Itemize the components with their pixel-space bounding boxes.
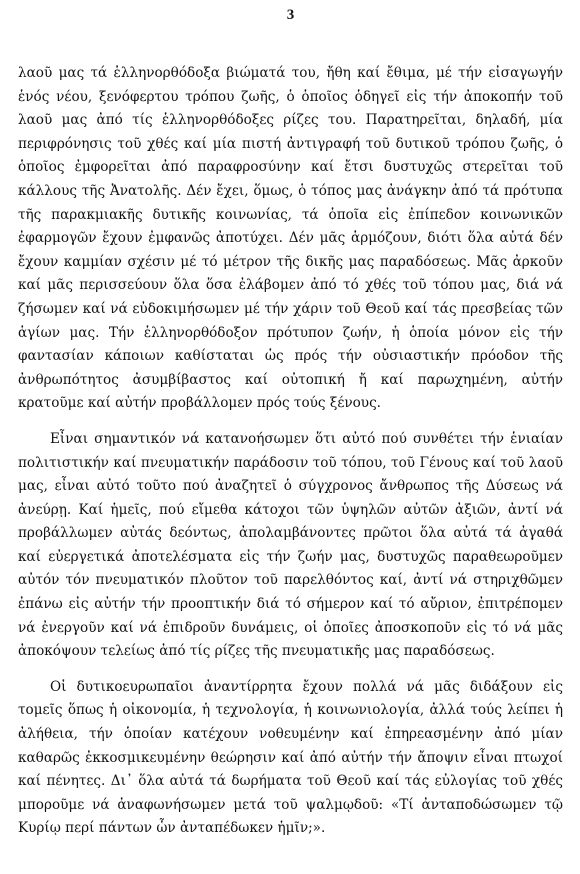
paragraph-gap: [18, 416, 563, 428]
paragraph-gap: [18, 664, 563, 676]
paragraph-3: Οἱ δυτικοευρωπαῖοι ἀναντίρρητα ἔχουν πολλά νά μᾶς διδάξουν εἰς τομεῖς ὅπως ἡ οἰκονομία, ἡ τεχνολογία, ἡ κοινωνιολογία, ἀλλά τούς λείπει ἡ ἀλήθεια, τήν ὁποίαν κατέχουν νοθευμένην καί ἐπηρεασμένην ἀπό μίαν καθαρῶς ἐκκοσμικευμένην θεώρησιν καί ἀπό αὐτήν τήν ἄποψιν εἶναι πτωχοί καί πένητες. Δι᾽ ὅλα αὐτά τά δωρήματα τοῦ Θεοῦ καί τάς εὐλογίας τοῦ χθές μποροῦμε νά ἀναφωνήσωμεν μετά τοῦ ψαλμῳδοῦ: «Τί ἀνταποδώσωμεν τῷ Κυρίῳ περί πάντων ὧν ἀνταπέδωκεν ἡμῖν;».: [18, 678, 563, 837]
page-number: 3: [286, 7, 295, 23]
paragraph-1: λαοῦ μας τά ἑλληνορθόδοξα βιώματά του, ἤθη καί ἔθιμα, μέ τήν εἰσαγωγήν ἑνός νέου, ξενόφερτου τρόπου ζωῆς, ὁ ὁποῖος ὁδηγεῖ εἰς τήν ἀποκοπήν τοῦ λαοῦ μας ἀπό τίς ἑλληνορθόδοξες ρίζες του. Παρατηρεῖται, δηλαδή, μία περιφρόνησις τοῦ χθές καί μία πιστή ἀντιγραφή τοῦ δυτικοῦ τρόπου ζωῆς, ὁ ὁποῖος ἐμφορεῖται ἀπό παραφροσύνην καί ἔτσι δυστυχῶς στερεῖται τοῦ κάλλους τῆς Ἀνατολῆς. Δέν ἔχει, ὅμως, ὁ τόπος μας ἀνάγκην ἀπό τά πρότυπα τῆς παρακμιακῆς δυτικῆς κοινωνίας, τά ὁποῖα εἰς ἐπίπεδον κοινωνικῶν ἐφαρμογῶν ἔχουν ἐμφανῶς ἀποτύχει. Δέν μᾶς ἁρμόζουν, διότι ὅλα αὐτά δέν ἔχουν καμμίαν σχέσιν μέ τό μέτρον τῆς δικῆς μας παραδόσεως. Μᾶς ἀρκοῦν καί μᾶς περισσεύουν ὅλα ὅσα ἐλάβομεν ἀπό τό χθές τοῦ τόπου μας, διά νά ζήσωμεν καί νά εὐδοκιμήσωμεν μέ τήν χάριν τοῦ Θεοῦ καί τάς πρεσβείας τῶν ἁγίων μας. Τήν ἑλληνορθόδοξον πρότυπον ζωήν, ἡ ὁποία μόνον εἰς τήν φαντασίαν κάποιων καθίσταται ὡς πρός τήν οὐσιαστικήν πρόοδον τῆς ἀνθρωπότητος ἀσυμβίβαστος καί οὐτοπική ἤ καί παρωχημένη, αὐτήν κρατοῦμε καί αὐτήν προβάλλομεν πρός τούς ξένους.: [18, 65, 563, 412]
paragraph-2: Εἶναι σημαντικόν νά κατανοήσωμεν ὅτι αὐτό πού συνθέτει τήν ἑνιαίαν πολιτιστικήν καί πνευματικήν παράδοσιν τοῦ τόπου, τοῦ Γένους καί τοῦ λαοῦ μας, εἶναι αὐτό τοῦτο πού ἀναζητεῖ ὁ σύγχρονος ἄνθρωπος τῆς Δύσεως νά ἀνεύρῃ. Καί ἡμεῖς, πού εἴμεθα κάτοχοι τῶν ὑψηλῶν αὐτῶν ἀξιῶν, ἀντί νά προβάλλωμεν αὐτάς δεόντως, ἀπολαμβάνοντες πρῶτοι ὅλα αὐτά τά ἀγαθά καί εὐεργετικά ἀποτελέσματα εἰς τήν ζωήν μας, δυστυχῶς παραθεωροῦμεν αὐτόν τόν πνευματικόν πλοῦτον τοῦ παρελθόντος καί, ἀντί νά στηριχθῶμεν ἐπάνω εἰς αὐτήν τήν προοπτικήν διά τό σήμερον καί τό αὔριον, ἐπιτρέπομεν νά ἐνεργοῦν καί νά ἐπιδροῦν δυνάμεις, οἱ ὁποῖες ἀποσκοποῦν εἰς τό νά μᾶς ἀποκόψουν τελείως ἀπό τίς ρίζες τῆς πνευματικῆς μας παραδόσεως.: [18, 430, 563, 660]
document-page: [18, 6, 563, 841]
